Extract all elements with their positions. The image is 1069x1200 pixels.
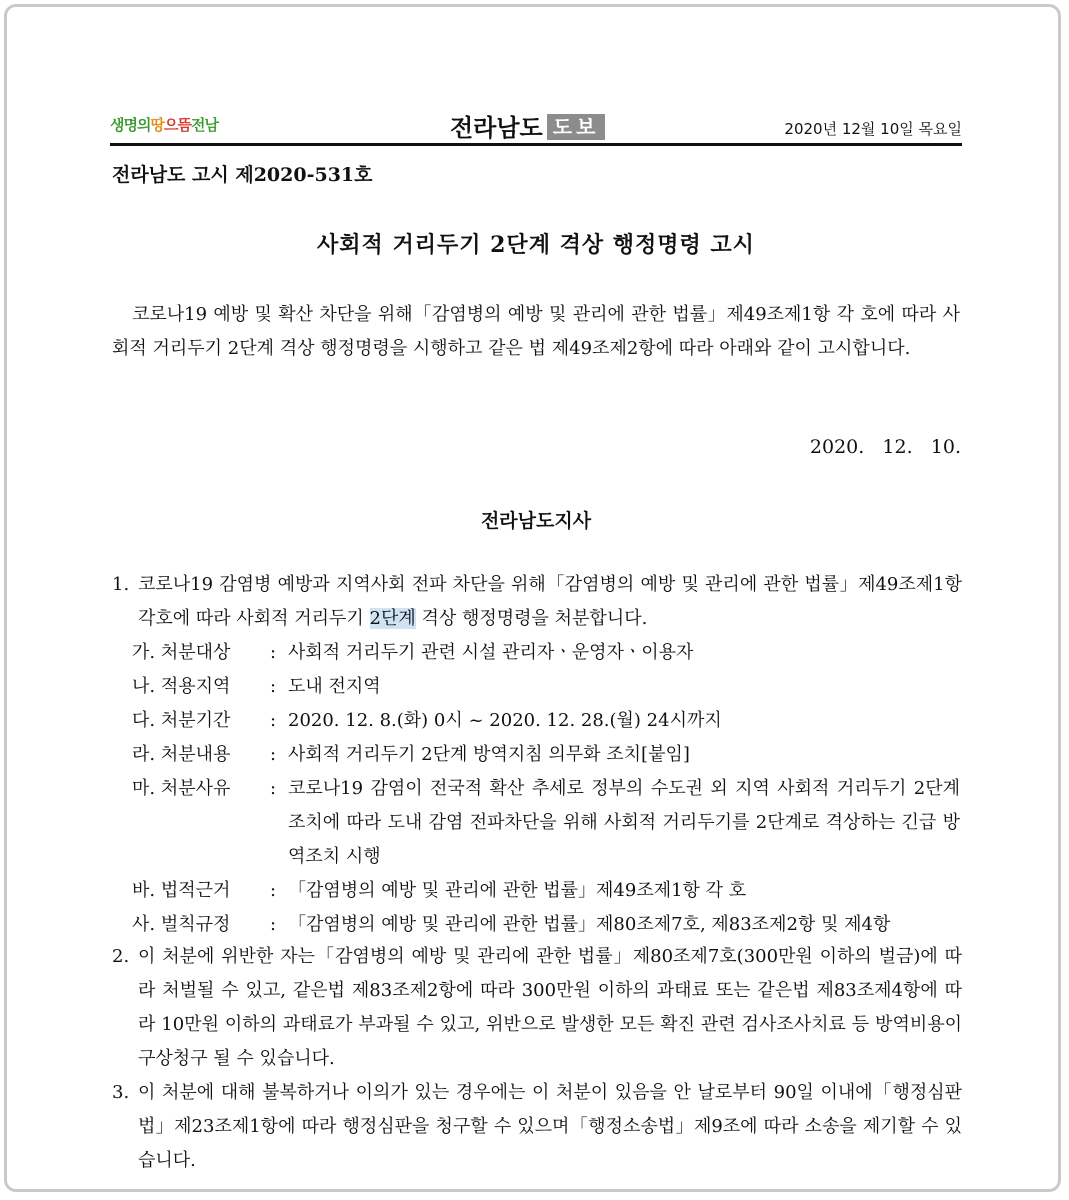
sub-item: 마. 처분사유 : 코로나19 감염이 전국적 확산 추세로 정부의 수도권 외 지역 사회적 거리두기 2단계 조치에 따라 도내 감염 전파차단을 위해 사회적 거리두기를 2단계로 격상하는 긴급 방역조치 시행 bbox=[132, 778, 960, 867]
sub-item: 다. 처분기간 : 2020. 12. 8.(화) 0시 ~ 2020. 12. 28.(월) 24시까지 bbox=[132, 710, 722, 731]
item-number: 1. bbox=[112, 574, 130, 595]
item-number: 3. bbox=[112, 1082, 130, 1103]
notice-number: 전라남도 고시 제2020-531호 bbox=[112, 164, 373, 186]
issue-date: 2020년 12월 10일 목요일 bbox=[784, 120, 962, 138]
list-item bbox=[112, 1076, 962, 1178]
masthead bbox=[450, 108, 605, 143]
sub-item: 라. 처분내용 : 사회적 거리두기 2단계 방역지침 의무화 조치[붙임] bbox=[132, 744, 690, 765]
item-text: 이 처분에 대해 불복하거나 이의가 있는 경우에는 이 처분이 있음을 안 날로부터 90일 이내에「행정심판법」제23조제1항에 따라 행정심판을 청구할 수 있으며「행정소송법」제9조에 따라 소송을 제기할 수 있습니다. bbox=[138, 1082, 962, 1171]
notice-title: 사회적 거리두기 2단계 격상 행정명령 고시 bbox=[317, 232, 755, 258]
jeonnam-logo: 생명의땅으뜸전남 bbox=[110, 116, 218, 134]
header-rule bbox=[110, 143, 962, 146]
sub-item: 사. 벌칙규정 : 「감염병의 예방 및 관리에 관한 법률」제80조제7호, 제83조제2항 및 제4항 bbox=[132, 914, 891, 935]
sub-item: 가. 처분대상 : 사회적 거리두기 관련 시설 관리자ㆍ운영자ㆍ이용자 bbox=[132, 642, 694, 663]
gazette-header bbox=[110, 108, 962, 144]
signer: 전라남도지사 bbox=[480, 510, 592, 532]
intro-paragraph: 코로나19 예방 및 확산 차단을 위해「감염병의 예방 및 관리에 관한 법률」제49조제1항 각 호에 따라 사회적 거리두기 2단계 격상 행정명령을 시행하고 같은 법 제49조제2항에 따라 아래와 같이 고시합니다. bbox=[112, 304, 960, 359]
sub-item: 바. 법적근거 : 「감염병의 예방 및 관리에 관한 법률」제49조제1항 각 호 bbox=[132, 880, 747, 901]
list-item bbox=[112, 568, 962, 636]
notice-date: 2020. 12. 10. bbox=[809, 436, 961, 458]
sub-item: 나. 적용지역 : 도내 전지역 bbox=[132, 676, 381, 697]
item-text: 코로나19 감염병 예방과 지역사회 전파 차단을 위해「감염병의 예방 및 관리에 관한 법률」제49조제1항 각호에 따라 사회적 거리두기 2단계 격상 행정명령을 처분합니다. bbox=[138, 574, 962, 629]
masthead-box: 도보 bbox=[547, 114, 606, 140]
masthead-title: 전라남도 bbox=[450, 114, 543, 142]
item-text: 이 처분에 위반한 자는「감염병의 예방 및 관리에 관한 법률」제80조제7호(300만원 이하의 벌금)에 따라 처벌될 수 있고, 같은법 제83조제2항에 따라 300만원 이하의 과태료 또는 같은법 제83조제4항에 따라 10만원 이하의 과태료가 부과될 수 있고, 위반으로 발생한 모든 확진 관련 검사조사치료 등 방역비용이 구상청구 될 수 있습니다. bbox=[138, 946, 962, 1069]
item-number: 2. bbox=[112, 946, 130, 967]
selected-text[interactable]: 2단계 bbox=[369, 608, 416, 629]
list-item bbox=[112, 940, 962, 1076]
